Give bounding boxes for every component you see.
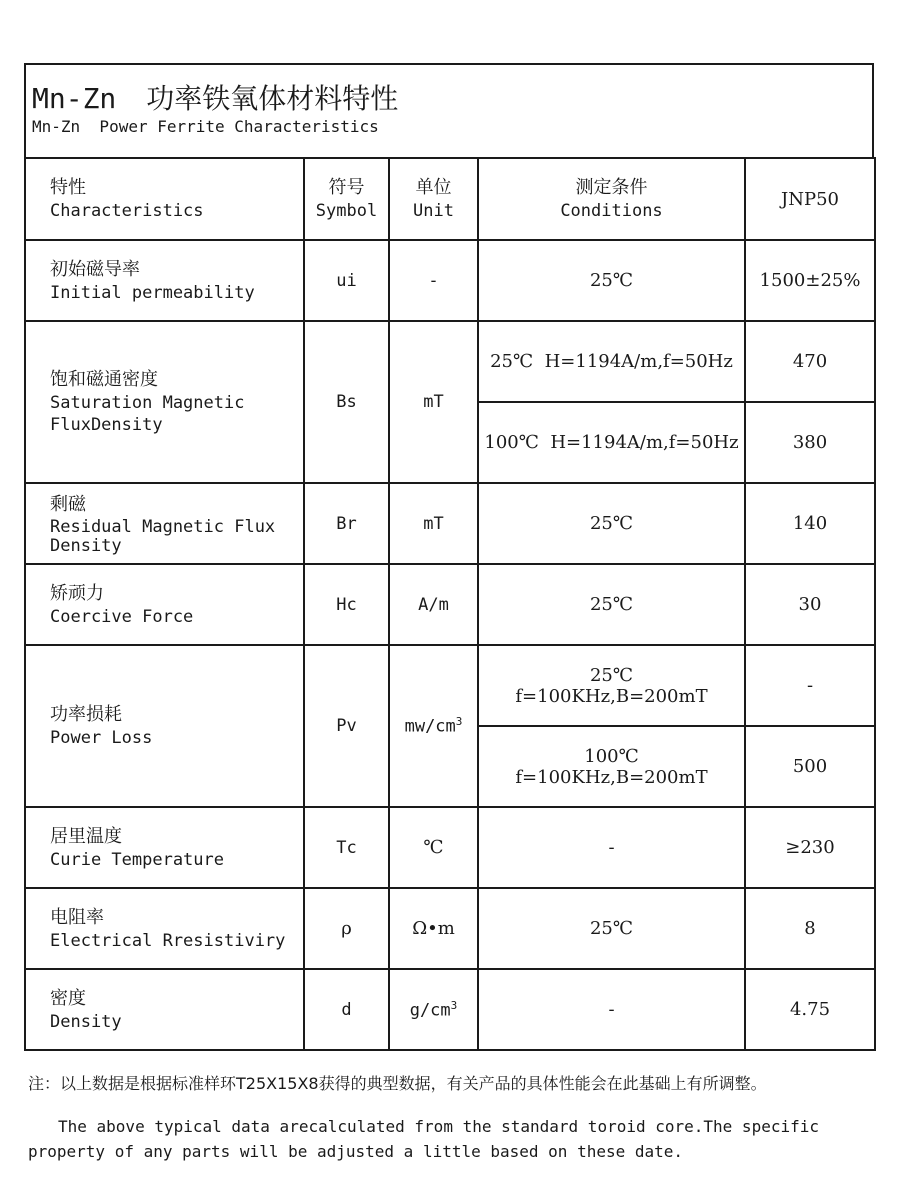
symbol-cell: ui — [304, 240, 389, 321]
condition-detail: f=100KHz,B=200mT — [515, 766, 708, 788]
condition-cell: 25℃ H=1194A/m,f=50Hz — [478, 321, 745, 402]
header-symbol-en: Symbol — [315, 201, 378, 221]
table-row — [25, 483, 875, 564]
header-unit-en: Unit — [413, 201, 454, 221]
condition-cell: - — [478, 969, 745, 1050]
condition-cell — [478, 645, 745, 726]
char-cn: 饱和磁通密度 — [50, 369, 158, 390]
row-characteristic — [25, 483, 304, 564]
title-chinese: 功率铁氧体材料特性 — [146, 82, 399, 115]
title-prefix: Mn-Zn — [32, 82, 117, 115]
value-cell: 470 — [745, 321, 875, 402]
symbol-cell: Br — [304, 483, 389, 564]
header-conditions — [478, 158, 745, 240]
page-subtitle: Mn-Zn Power Ferrite Characteristics — [32, 117, 379, 136]
condition-cell: 25℃ — [478, 564, 745, 645]
page-title — [32, 81, 872, 117]
condition-cell: - — [478, 807, 745, 888]
unit-cell: mT — [389, 483, 478, 564]
condition-temp: 100℃ — [584, 745, 639, 767]
condition-temp: 25℃ — [589, 664, 634, 686]
header-unit — [389, 158, 478, 240]
condition-cell: 25℃ — [478, 483, 745, 564]
char-en: Curie Temperature — [50, 849, 224, 870]
table-row — [25, 969, 875, 1050]
note-english-text: The above typical data arecalculated from the standard toroid core.The specific property of any parts will be adjusted a little based on these date. — [28, 1117, 819, 1161]
symbol-cell: d — [304, 969, 389, 1050]
char-en: Power Loss — [50, 728, 153, 748]
char-cn: 剩磁 — [50, 493, 86, 515]
value-cell: 8 — [745, 888, 875, 969]
char-cn: 密度 — [50, 987, 86, 1009]
unit-exponent: 3 — [455, 715, 463, 729]
table-row — [25, 888, 875, 969]
row-characteristic — [25, 969, 304, 1050]
symbol-cell: Hc — [304, 564, 389, 645]
table-row — [25, 564, 875, 645]
char-en: Density — [50, 1011, 122, 1032]
row-characteristic — [25, 888, 304, 969]
unit-cell — [389, 969, 478, 1050]
header-cond-en: Conditions — [560, 201, 663, 221]
row-characteristic — [25, 807, 304, 888]
symbol-cell: Tc — [304, 807, 389, 888]
unit-cell: A/m — [389, 564, 478, 645]
value-cell: 140 — [745, 483, 875, 564]
unit-exponent: 3 — [450, 998, 458, 1012]
header-grade: JNP50 — [745, 158, 875, 240]
char-en-line2: Density — [50, 535, 122, 556]
value-cell: 1500±25% — [745, 240, 875, 321]
symbol-cell: Pv — [304, 645, 389, 807]
char-en: Residual Magnetic Flux — [50, 516, 276, 537]
unit-cell: Ω•m — [389, 888, 478, 969]
table-row — [25, 645, 875, 726]
value-cell: 380 — [745, 402, 875, 483]
unit-base: g/cm — [409, 1000, 451, 1021]
note-chinese: 注：以上数据是根据标准样环T25X15X8获得的典型数据，有关产品的具体性能会在此基础上有所调整。 — [28, 1074, 767, 1093]
condition-cell: 25℃ — [478, 240, 745, 321]
title-box — [24, 63, 874, 159]
header-characteristics — [25, 158, 304, 240]
table-header-row — [25, 158, 875, 240]
char-en: Initial permeability — [50, 282, 255, 303]
char-cn: 初始磁导率 — [50, 258, 140, 280]
header-char-cn: 特性 — [50, 177, 86, 198]
header-symbol-cn: 符号 — [328, 177, 365, 198]
char-cn: 居里温度 — [50, 825, 122, 847]
char-cn: 功率损耗 — [50, 704, 122, 725]
char-cn: 电阻率 — [50, 906, 104, 928]
char-en: Coercive Force — [50, 606, 194, 627]
value-cell: - — [745, 645, 875, 726]
value-cell: ≥230 — [745, 807, 875, 888]
datasheet — [24, 63, 874, 1051]
table-row — [25, 321, 875, 402]
unit-cell: mT — [389, 321, 478, 483]
condition-detail: f=100KHz,B=200mT — [515, 685, 708, 707]
condition-cell: 100℃ H=1194A/m,f=50Hz — [478, 402, 745, 483]
value-cell: 500 — [745, 726, 875, 807]
char-en-line2: FluxDensity — [50, 415, 163, 435]
unit-cell — [389, 645, 478, 807]
value-cell: 30 — [745, 564, 875, 645]
unit-cell: ℃ — [389, 807, 478, 888]
value-cell: 4.75 — [745, 969, 875, 1050]
header-char-en: Characteristics — [50, 201, 204, 221]
char-cn: 矫顽力 — [50, 582, 104, 604]
unit-cell: - — [389, 240, 478, 321]
table-row — [25, 807, 875, 888]
char-en: Electrical Rresistiviry — [50, 930, 286, 951]
row-characteristic — [25, 645, 304, 807]
condition-cell — [478, 726, 745, 807]
header-unit-cn: 单位 — [415, 177, 452, 198]
header-cond-cn: 测定条件 — [575, 177, 648, 198]
row-characteristic — [25, 564, 304, 645]
note-english — [28, 1114, 878, 1164]
characteristics-table — [24, 157, 876, 1051]
symbol-cell: ρ — [304, 888, 389, 969]
unit-base: mw/cm — [404, 716, 456, 737]
symbol-cell: Bs — [304, 321, 389, 483]
header-symbol — [304, 158, 389, 240]
table-row — [25, 240, 875, 321]
row-characteristic — [25, 321, 304, 483]
char-en: Saturation Magnetic — [50, 393, 245, 413]
row-characteristic — [25, 240, 304, 321]
condition-cell: 25℃ — [478, 888, 745, 969]
